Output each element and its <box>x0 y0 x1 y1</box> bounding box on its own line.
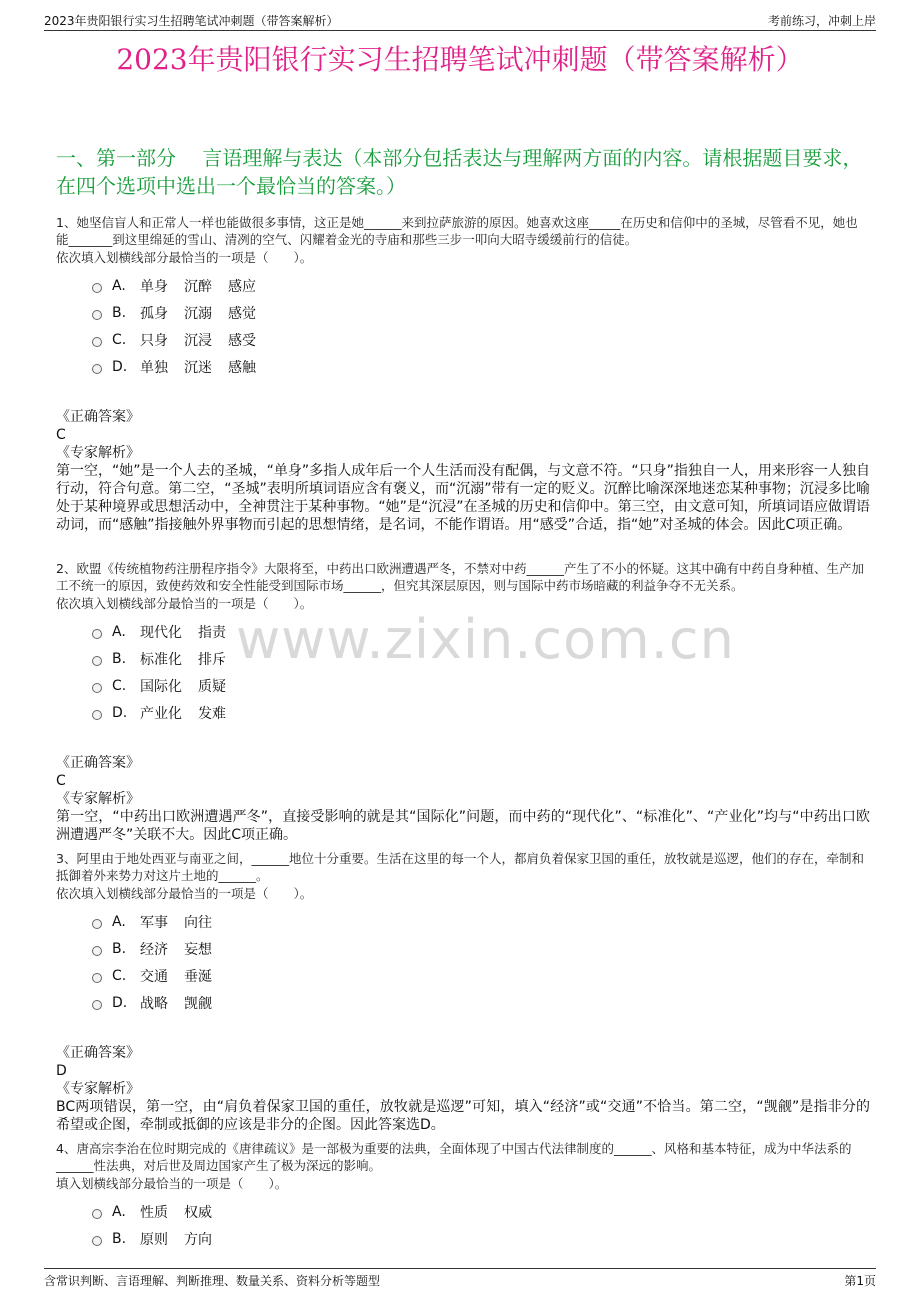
radio-icon[interactable] <box>92 283 102 293</box>
option-c[interactable]: C. 交通 垂涎 <box>92 962 870 989</box>
question-2 <box>56 560 870 844</box>
expert-analysis: 第一空，“中药出口欧洲遭遇严冬”，直接受影响的就是其“国际化”问题，而中药的“现代化”、“标准化”、“产业化”均与“中药出口欧洲遭遇严冬”关联不大。因此C项正确。 <box>56 809 870 843</box>
analysis-label: 《专家解析》 <box>56 791 140 807</box>
correct-answer: D <box>56 1063 67 1079</box>
question-prompt: 依次填入划横线部分最恰当的一项是（ ）。 <box>56 596 313 611</box>
option-c[interactable]: C. 国际化 质疑 <box>92 672 870 699</box>
question-text: 4、唐高宗李治在位时期完成的《唐律疏议》是一部极为重要的法典，全面体现了中国古代法律制度的______、风格和基本特征，成为中华法系的______性法典，对后世及周边国家产生了极为深远的影响。 <box>56 1141 852 1173</box>
radio-icon[interactable] <box>92 364 102 374</box>
radio-icon[interactable] <box>92 683 102 693</box>
option-a[interactable]: A. 现代化 指责 <box>92 618 870 645</box>
answer-label: 《正确答案》 <box>56 755 140 771</box>
answer-block <box>56 754 870 844</box>
analysis-label: 《专家解析》 <box>56 445 140 461</box>
answer-label: 《正确答案》 <box>56 1045 140 1061</box>
option-a[interactable]: A. 单身 沉醉 感应 <box>92 272 870 299</box>
header-slogan: 考前练习，冲刺上岸 <box>767 14 876 28</box>
question-text: 3、阿里由于地处西亚与南亚之间，______地位十分重要。生活在这里的每一个人，都肩负着保家卫国的重任，放牧就是巡逻，他们的存在，牵制和抵御着外来势力对这片土地的______。 <box>56 851 864 883</box>
radio-icon[interactable] <box>92 1236 102 1246</box>
header-doc-title: 2023年贵阳银行实习生招聘笔试冲刺题（带答案解析） <box>44 14 339 28</box>
watermark: www.zixin.com.cn <box>236 608 735 671</box>
options-list <box>92 1198 870 1252</box>
radio-icon[interactable] <box>92 337 102 347</box>
page-footer <box>44 1268 876 1289</box>
question-prompt: 依次填入划横线部分最恰当的一项是（ ）。 <box>56 886 313 901</box>
question-prompt: 依次填入划横线部分最恰当的一项是（ ）。 <box>56 250 313 265</box>
question-text: 2、欧盟《传统植物药注册程序指令》大限将至，中药出口欧洲遭遇严冬，不禁对中药______产生了不小的怀疑。这其中确有中药自身种植、生产加工不统一的原因，致使药效和安全性能受到国际市场______，但究其深层原因，则与国际中药市场暗藏的利益争夺不无关系。 <box>56 561 864 593</box>
radio-icon[interactable] <box>92 629 102 639</box>
radio-icon[interactable] <box>92 973 102 983</box>
answer-label: 《正确答案》 <box>56 409 140 425</box>
question-prompt: 填入划横线部分最恰当的一项是（ ）。 <box>56 1176 288 1191</box>
radio-icon[interactable] <box>92 310 102 320</box>
option-d[interactable]: D. 产业化 发难 <box>92 699 870 726</box>
question-1 <box>56 214 870 534</box>
page-header <box>44 10 876 31</box>
correct-answer: C <box>56 427 66 443</box>
option-b[interactable]: B. 原则 方向 <box>92 1225 870 1252</box>
question-4 <box>56 1140 870 1252</box>
options-list <box>92 618 870 726</box>
question-3 <box>56 850 870 1134</box>
radio-icon[interactable] <box>92 1209 102 1219</box>
footer-topics: 含常识判断、言语理解、判断推理、数量关系、资料分析等题型 <box>44 1274 381 1288</box>
answer-block <box>56 1044 870 1134</box>
option-d[interactable]: D. 战略 觊觎 <box>92 989 870 1016</box>
question-text: 1、她坚信盲人和正常人一样也能做很多事情，这正是她______来到拉萨旅游的原因。她喜欢这座_____在历史和信仰中的圣城，尽管看不见，她也能_______到这里绵延的雪山、清冽的空气、闪耀着金光的寺庙和那些三步一叩向大昭寺缓缓前行的信徒。 <box>56 215 858 247</box>
options-list <box>92 272 870 380</box>
radio-icon[interactable] <box>92 656 102 666</box>
radio-icon[interactable] <box>92 919 102 929</box>
page-title: 2023年贵阳银行实习生招聘笔试冲刺题（带答案解析） <box>116 43 804 76</box>
option-b[interactable]: B. 孤身 沉溺 感觉 <box>92 299 870 326</box>
option-b[interactable]: B. 经济 妄想 <box>92 935 870 962</box>
expert-analysis: 第一空，“她”是一个人去的圣城，“单身”多指人成年后一个人生活而没有配偶，与文意不符。“只身”指独自一人，用来形容一人独自行动，符合句意。第二空，“圣城”表明所填词语应含有褒义，而“沉溺”带有一定的贬义。沉醉比喻深深地迷恋某种事物；沉浸多比喻处于某种境界或思想活动中，全神贯注于某种事物。“她”是“沉浸”在圣城的历史和信仰中。第三空，由文意可知，所填词语应做谓语动词，而“感触”指接触外界事物而引起的思想情绪，是名词，不能作谓语。用“感受”合适，指“她”对圣城的体会。因此C项正确。 <box>56 463 870 533</box>
radio-icon[interactable] <box>92 710 102 720</box>
answer-block <box>56 408 870 534</box>
analysis-label: 《专家解析》 <box>56 1081 140 1097</box>
section-heading: 一、第一部分 言语理解与表达（本部分包括表达与理解两方面的内容。请根据题目要求，在四个选项中选出一个最恰当的答案。） <box>56 146 863 198</box>
page-number: 第1页 <box>844 1274 876 1288</box>
radio-icon[interactable] <box>92 1000 102 1010</box>
option-a[interactable]: A. 性质 权威 <box>92 1198 870 1225</box>
option-b[interactable]: B. 标准化 排斥 <box>92 645 870 672</box>
option-d[interactable]: D. 单独 沉迷 感触 <box>92 353 870 380</box>
option-c[interactable]: C. 只身 沉浸 感受 <box>92 326 870 353</box>
option-a[interactable]: A. 军事 向往 <box>92 908 870 935</box>
correct-answer: C <box>56 773 66 789</box>
radio-icon[interactable] <box>92 946 102 956</box>
options-list <box>92 908 870 1016</box>
expert-analysis: BC两项错误，第一空，由“肩负着保家卫国的重任，放牧就是巡逻”可知，填入“经济”或“交通”不恰当。第二空，“觊觎”是指非分的希望或企图，牵制或抵御的应该是非分的企图。因此答案选D。 <box>56 1099 870 1133</box>
